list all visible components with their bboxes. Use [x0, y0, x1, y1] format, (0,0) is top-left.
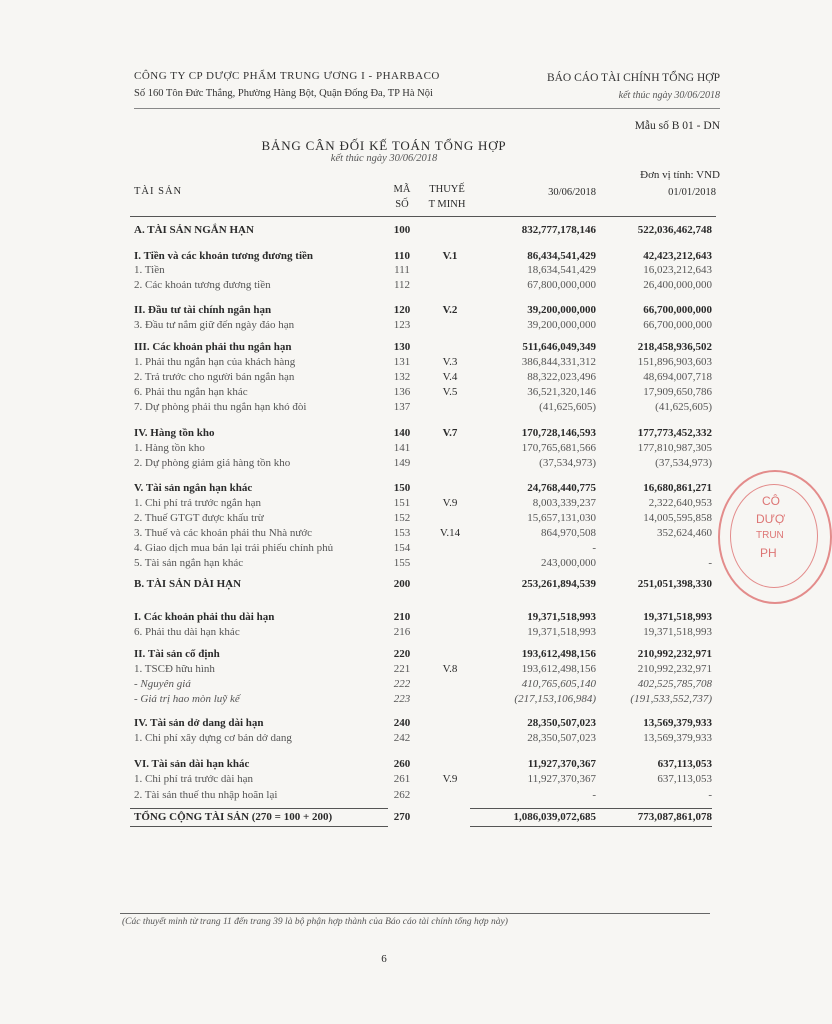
table-row — [0, 556, 768, 570]
row-code: 110 — [394, 250, 410, 262]
row-label: I. Tiền và các khoản tương đương tiền — [134, 250, 314, 262]
row-label: 3. Thuế và các khoản phải thu Nhà nước — [134, 527, 313, 539]
table-row — [0, 263, 768, 277]
report-period: kết thúc ngày 30/06/2018 — [618, 90, 720, 101]
row-value-period-start: 522,036,462,748 — [637, 224, 712, 236]
row-value-period-start: 19,371,518,993 — [643, 626, 712, 638]
row-value-period-end: 170,765,681,566 — [521, 442, 596, 454]
table-row — [0, 731, 768, 745]
row-value-period-end: 39,200,000,000 — [527, 304, 596, 316]
column-header-period-end: 30/06/2018 — [548, 187, 596, 198]
row-code: 154 — [393, 542, 411, 554]
stamp-text: PH — [760, 546, 777, 560]
row-value-period-end: 193,612,498,156 — [521, 648, 596, 660]
row-note: V.14 — [439, 527, 461, 539]
form-number: Mẫu số B 01 - DN — [634, 120, 720, 132]
row-value-period-start: 16,023,212,643 — [643, 264, 712, 276]
table-row — [0, 625, 768, 639]
row-label: III. Các khoản phải thu ngắn hạn — [134, 341, 292, 353]
total-rule-top — [130, 808, 388, 809]
row-value-period-start: 14,005,595,858 — [643, 512, 712, 524]
row-label: 1. Chi phí xây dựng cơ bản dở dang — [134, 732, 292, 744]
table-row — [0, 526, 768, 540]
row-value-period-end: 386,844,331,312 — [521, 356, 596, 368]
row-value-period-end: - — [592, 789, 596, 801]
row-value-period-start: (191,533,552,737) — [630, 693, 712, 705]
code-header-line2: SỐ — [395, 199, 409, 210]
row-value-period-start: 210,992,232,971 — [637, 648, 712, 660]
row-value-period-start: (41,625,605) — [655, 401, 712, 413]
row-code: 155 — [393, 557, 411, 569]
row-label: 1. Chi phí trả trước ngắn hạn — [134, 497, 261, 509]
row-value-period-end: 86,434,541,429 — [527, 250, 596, 262]
row-code: 200 — [393, 578, 411, 590]
row-label: 1. TSCĐ hữu hình — [134, 663, 215, 675]
company-header — [134, 70, 440, 99]
row-code: 216 — [393, 626, 411, 638]
row-value-period-start: 66,700,000,000 — [643, 304, 712, 316]
row-value-period-end: 11,927,370,367 — [527, 758, 596, 770]
row-value-period-end: 28,350,507,023 — [527, 732, 596, 744]
row-label: - Giá trị hao mòn luỹ kế — [134, 693, 240, 705]
footnote: (Các thuyết minh từ trang 11 đến trang 39 là bộ phận hợp thành của Báo cáo tài chính tổng hợp này) — [122, 917, 508, 927]
row-value-period-start: 48,694,007,718 — [643, 371, 712, 383]
page-title: BẢNG CÂN ĐỐI KẾ TOÁN TỔNG HỢP — [261, 138, 507, 153]
row-code: 141 — [393, 442, 411, 454]
header-divider — [134, 108, 720, 109]
row-label: 4. Giao dịch mua bán lại trái phiếu chính phủ — [134, 542, 334, 554]
row-code: 240 — [393, 717, 411, 729]
row-value-period-start: 637,113,053 — [657, 773, 712, 785]
row-label: 2. Các khoản tương đương tiền — [134, 279, 271, 291]
row-code: 152 — [393, 512, 411, 524]
footnote-divider — [120, 913, 710, 914]
row-value-period-start: (37,534,973) — [655, 457, 712, 469]
row-value-period-start: 2,322,640,953 — [648, 497, 712, 509]
row-label: 2. Trả trước cho người bán ngắn hạn — [134, 371, 295, 383]
table-row — [0, 223, 768, 237]
row-code: 210 — [393, 611, 411, 623]
table-row — [0, 496, 768, 510]
row-code: 153 — [393, 527, 411, 539]
row-code: 262 — [393, 789, 411, 801]
row-value-period-end: (41,625,605) — [539, 401, 596, 413]
row-value-period-end: 193,612,498,156 — [521, 663, 596, 675]
row-code: 120 — [393, 304, 411, 316]
total-rule-bottom — [130, 826, 388, 827]
table-row — [0, 677, 768, 691]
row-value-period-start: - — [708, 789, 712, 801]
row-code: 140 — [393, 427, 411, 439]
row-label: 1. Chi phí trả trước dài hạn — [134, 773, 254, 785]
row-value-period-end: 88,322,023,496 — [527, 371, 596, 383]
row-code: 221 — [393, 663, 411, 675]
row-label: 1. Tiền — [134, 264, 165, 276]
row-value-period-start: 17,909,650,786 — [643, 386, 712, 398]
column-header-note — [422, 182, 472, 212]
row-note: V.9 — [442, 497, 458, 509]
table-row — [0, 647, 768, 661]
row-label: I. Các khoản phải thu dài hạn — [134, 611, 275, 623]
table-row — [0, 370, 768, 384]
table-row — [0, 757, 768, 771]
row-value-period-end: 511,646,049,349 — [522, 341, 596, 353]
row-note: V.7 — [442, 427, 458, 439]
row-code: 223 — [393, 693, 411, 705]
row-label: 1. Hàng tồn kho — [134, 442, 205, 454]
row-value-period-start: 402,525,785,708 — [637, 678, 712, 690]
table-row — [0, 541, 768, 555]
row-code: 220 — [393, 648, 411, 660]
row-value-period-start: 16,680,861,271 — [643, 482, 712, 494]
table-row — [0, 692, 768, 706]
row-code: 270 — [393, 811, 411, 823]
row-value-period-start: 66,700,000,000 — [643, 319, 712, 331]
row-label: 6. Phải thu ngắn hạn khác — [134, 386, 248, 398]
row-note: V.4 — [442, 371, 458, 383]
page-number: 6 — [381, 953, 387, 965]
row-note: V.1 — [442, 250, 458, 262]
row-code: 137 — [393, 401, 411, 413]
row-value-period-start: 218,458,936,502 — [637, 341, 712, 353]
row-value-period-start: 177,810,987,305 — [637, 442, 712, 454]
row-value-period-start: 151,896,903,603 — [637, 356, 712, 368]
row-value-period-end: (37,534,973) — [539, 457, 596, 469]
table-row — [0, 810, 768, 824]
row-value-period-end: (217,153,106,984) — [514, 693, 596, 705]
table-row — [0, 355, 768, 369]
row-value-period-start: 19,371,518,993 — [643, 611, 712, 623]
currency-unit: Đơn vị tính: VND — [640, 169, 720, 181]
table-row — [0, 577, 768, 591]
table-row — [0, 716, 768, 730]
total-rule-bottom — [470, 826, 596, 827]
row-note: V.5 — [442, 386, 458, 398]
row-note: V.3 — [442, 356, 458, 368]
row-code: 123 — [393, 319, 411, 331]
stamp-text: DƯỢ — [756, 512, 786, 526]
row-value-period-start: 352,624,460 — [657, 527, 712, 539]
row-label: II. Tài sản cố định — [134, 648, 220, 660]
company-name: CÔNG TY CP DƯỢC PHẨM TRUNG ƯƠNG I - PHARBACO — [134, 70, 440, 82]
report-header — [547, 72, 720, 101]
row-code: 136 — [393, 386, 411, 398]
table-row — [0, 788, 768, 802]
row-label: - Nguyên giá — [134, 678, 191, 690]
row-label: 6. Phải thu dài hạn khác — [134, 626, 240, 638]
row-value-period-end: 36,521,320,146 — [527, 386, 596, 398]
row-label: 7. Dự phòng phải thu ngắn hạn khó đòi — [134, 401, 307, 413]
note-header-line1: THUYẾ — [429, 184, 465, 195]
table-row — [0, 481, 768, 495]
row-label: VI. Tài sản dài hạn khác — [134, 758, 250, 770]
table-row — [0, 426, 768, 440]
column-header-period-start: 01/01/2018 — [668, 187, 716, 198]
table-row — [0, 456, 768, 470]
table-row — [0, 303, 768, 317]
table-row — [0, 662, 768, 676]
header-underline — [130, 216, 716, 217]
table-row — [0, 385, 768, 399]
row-value-period-start: 251,051,398,330 — [637, 578, 712, 590]
table-row — [0, 511, 768, 525]
row-code: 150 — [393, 482, 411, 494]
row-note: V.8 — [442, 663, 458, 675]
row-value-period-end: 1,086,039,072,685 — [513, 811, 596, 823]
row-value-period-start: 210,992,232,971 — [637, 663, 712, 675]
row-code: 131 — [393, 356, 411, 368]
row-code: 100 — [393, 224, 411, 236]
table-row — [0, 340, 768, 354]
row-value-period-end: 8,003,339,237 — [532, 497, 596, 509]
row-code: 261 — [393, 773, 411, 785]
row-value-period-end: 253,261,894,539 — [521, 578, 596, 590]
row-value-period-end: 67,800,000,000 — [527, 279, 596, 291]
row-value-period-start: - — [708, 557, 712, 569]
row-label: 2. Tài sản thuế thu nhập hoãn lại — [134, 789, 278, 801]
column-header-code — [388, 182, 416, 212]
row-value-period-end: 24,768,440,775 — [527, 482, 596, 494]
row-note: V.9 — [442, 773, 458, 785]
stamp-text: TRUN — [756, 530, 784, 541]
row-code: 242 — [393, 732, 411, 744]
row-value-period-start: 637,113,053 — [657, 758, 712, 770]
row-label: IV. Hàng tồn kho — [134, 427, 215, 439]
row-value-period-end: 15,657,131,030 — [527, 512, 596, 524]
row-value-period-end: 243,000,000 — [541, 557, 596, 569]
row-value-period-start: 13,569,379,933 — [643, 732, 712, 744]
row-value-period-start: 26,400,000,000 — [643, 279, 712, 291]
table-row — [0, 318, 768, 332]
row-value-period-start: 13,569,379,933 — [643, 717, 712, 729]
row-value-period-end: 28,350,507,023 — [527, 717, 596, 729]
table-row — [0, 610, 768, 624]
row-value-period-end: 18,634,541,429 — [527, 264, 596, 276]
row-code: 132 — [393, 371, 411, 383]
page-subtitle: kết thúc ngày 30/06/2018 — [330, 153, 438, 164]
row-code: 112 — [393, 279, 411, 291]
row-value-period-start: 177,773,452,332 — [637, 427, 712, 439]
table-row — [0, 278, 768, 292]
row-code: 222 — [393, 678, 411, 690]
row-label: A. TÀI SẢN NGẮN HẠN — [134, 224, 254, 236]
row-code: 151 — [393, 497, 411, 509]
row-value-period-end: 170,728,146,593 — [521, 427, 596, 439]
row-note: V.2 — [442, 304, 458, 316]
row-value-period-start: 773,087,861,078 — [637, 811, 712, 823]
row-label: 3. Đầu tư nắm giữ đến ngày đáo hạn — [134, 319, 295, 331]
row-label: II. Đầu tư tài chính ngắn hạn — [134, 304, 272, 316]
row-value-period-end: 39,200,000,000 — [527, 319, 596, 331]
row-label: 2. Thuế GTGT được khấu trừ — [134, 512, 264, 524]
row-code: 111 — [394, 264, 410, 276]
row-value-period-end: - — [592, 542, 596, 554]
column-header-asset: TÀI SẢN — [134, 186, 183, 197]
row-label: 5. Tài sản ngắn hạn khác — [134, 557, 244, 569]
code-header-line1: MÃ — [393, 184, 411, 195]
row-value-period-end: 19,371,518,993 — [527, 626, 596, 638]
row-label: 2. Dự phòng giảm giá hàng tồn kho — [134, 457, 291, 469]
row-value-period-end: 410,765,605,140 — [521, 678, 596, 690]
table-row — [0, 400, 768, 414]
row-label: 1. Phải thu ngắn hạn của khách hàng — [134, 356, 296, 368]
row-label: TỔNG CỘNG TÀI SẢN (270 = 100 + 200) — [134, 811, 333, 823]
row-value-period-end: 19,371,518,993 — [527, 611, 596, 623]
row-code: 260 — [393, 758, 411, 770]
total-rule-bottom — [590, 826, 712, 827]
total-rule-top — [470, 808, 596, 809]
company-seal-stamp — [718, 470, 832, 604]
row-label: V. Tài sản ngắn hạn khác — [134, 482, 253, 494]
row-value-period-end: 832,777,178,146 — [521, 224, 596, 236]
row-code: 149 — [393, 457, 411, 469]
table-row — [0, 772, 768, 786]
company-address: Số 160 Tôn Đức Thắng, Phường Hàng Bột, Quận Đống Đa, TP Hà Nội — [134, 88, 433, 99]
row-value-period-end: 864,970,508 — [541, 527, 596, 539]
table-row — [0, 441, 768, 455]
row-label: IV. Tài sản dở dang dài hạn — [134, 717, 264, 729]
row-value-period-start: 42,423,212,643 — [643, 250, 712, 262]
note-header-line2: T MINH — [428, 199, 466, 210]
row-label: B. TÀI SẢN DÀI HẠN — [134, 578, 242, 590]
stamp-text: CÔ — [762, 494, 780, 508]
table-row — [0, 249, 768, 263]
row-value-period-end: 11,927,370,367 — [527, 773, 596, 785]
report-type: BÁO CÁO TÀI CHÍNH TỔNG HỢP — [546, 72, 720, 84]
row-code: 130 — [393, 341, 411, 353]
total-rule-top — [590, 808, 712, 809]
